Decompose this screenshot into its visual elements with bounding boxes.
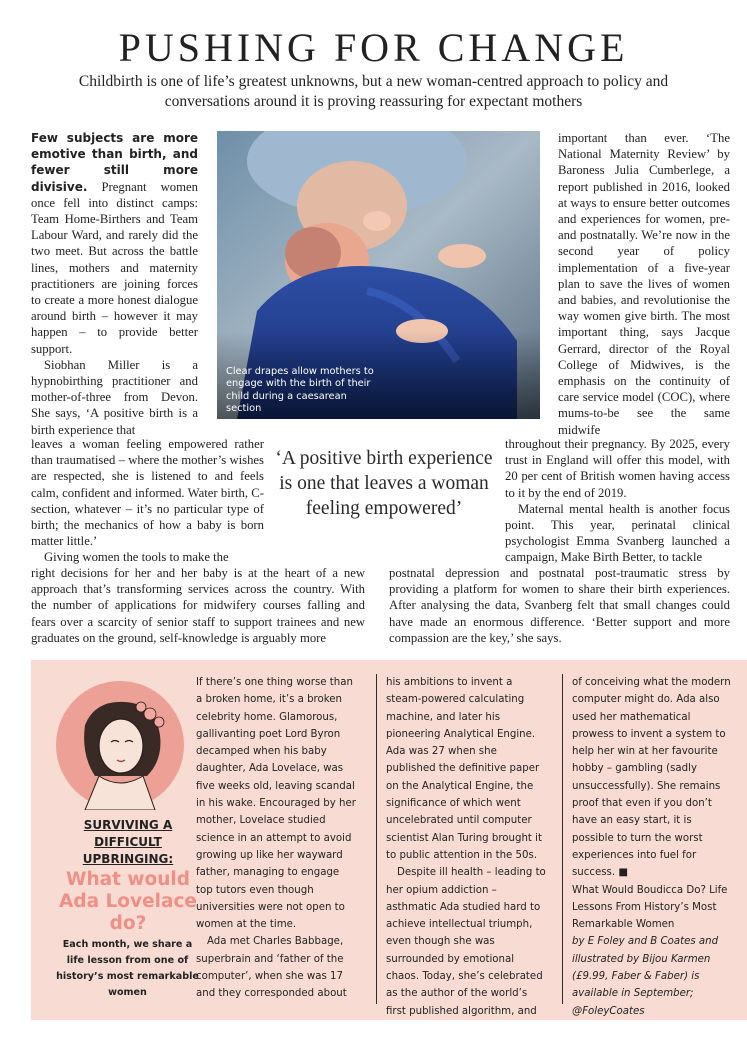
body-text: Siobhan Miller is a hypnobirthing practitioner and mother-of-three from Devon. She says, ‘A positive birth is a birth experience that xyxy=(31,357,198,437)
sidebar-text: his ambitions to invent a steam-powered calculating machine, and later his pioneering Analytical Engine. Ada was 27 when she published the definitive paper on the Analytical Engine, the significance of which went uncelebrated until computer scientist Alan Turing brought it to public attention in the 50s. xyxy=(386,677,542,861)
sidebar-title: What would Ada Lovelace do? xyxy=(59,869,197,934)
sidebar-column-3 xyxy=(572,674,734,1020)
body-text: right decisions for her and her baby is at the heart of a new approach that’s transforming services across the country. With the number of applications for midwifery courses falling and fears over a scarcity of senior staff to support trainees and new graduates on the ground, self-knowledge is arguably more xyxy=(31,566,365,645)
body-text: postnatal depression and postnatal post-traumatic stress by providing a platform for women to share their birth experiences. After analysing the data, Svanberg felt that small changes could have made an enormous difference. ‘Better support and more compassion are the key,’ she says. xyxy=(389,566,730,645)
photo-caption: Clear drapes allow mothers to engage with the birth of their child during a caesarean section xyxy=(226,366,374,414)
body-text: leaves a woman feeling empowered rather than traumatised – where the mother’s wishes are respected, she is listened to and feels calm, confident and informed. Water birth, C-section, whatever – it’s no particular type of birth; the mechanics of how a baby is born matter little.’ xyxy=(31,437,264,549)
article-column-3-wide xyxy=(505,436,730,566)
body-text: Maternal mental health is another focus point. This year, perinatal clinical psychologist Emma Svanberg launched a campaign, Make Birth Better, to tackle xyxy=(505,501,730,565)
article-column-3 xyxy=(558,130,730,438)
body-text: throughout their pregnancy. By 2025, every trust in England will offer this model, with 20 per cent of British women having access to it by the end of 2019. xyxy=(505,437,730,500)
column-divider xyxy=(562,674,563,1004)
sidebar-text: Ada met Charles Babbage, superbrain and ‘father of the computer’, when she was 17 and they corresponded about xyxy=(196,936,347,1000)
article-column-1-wide xyxy=(31,436,264,566)
article-bottom-right xyxy=(389,565,730,646)
portrait-illustration xyxy=(55,680,185,810)
body-text: important than ever. ‘The National Maternity Review’ by Baroness Julia Cumberlege, a report published in 2016, looked at ways to ensure better outcomes and experiences for women, pre- and postnatally. We’re now in the second year of policy implementation of a five-year plan to save the lives of women and babies, and revolutionise the way women give birth. The most important thing, says Jacque Gerrard, director of the Royal College of Midwives, is the emphasis on the continuity of care service model (COC), where mums-to-be see the same midwife xyxy=(558,131,730,437)
sidebar-text: of conceiving what the modern computer might do. Ada also used her mathematical prowess to invent a system to help her win at her favourite hobby – gambling (sadly unsuccessfully). She remains proof that even if you don’t have an easy start, it is possible to turn the worst experiences into fuel for success. xyxy=(572,677,731,879)
sidebar-column-2 xyxy=(386,674,546,1020)
standfirst: Childbirth is one of life’s greatest unknowns, but a new woman-centred approach to policy and conversations around it is proving reassuring for expectant mothers xyxy=(78,73,669,110)
sidebar-kicker: SURVIVING A DIFFICULT UPBRINGING: xyxy=(82,818,174,866)
pull-quote: ‘A positive birth experience is one that leaves a woman feeling empowered’ xyxy=(275,448,493,519)
end-mark: ■ xyxy=(618,867,628,879)
book-info: by E Foley and B Coates and illustrated by Bijou Karmen (£9.99, Faber & Faber) is available in September; @FoleyCoates xyxy=(572,936,719,1017)
body-text: Giving women the tools to make the xyxy=(44,550,229,565)
article-bottom-left xyxy=(31,565,365,646)
sidebar-subtitle: Each month, we share a life lesson from one of history’s most remarkable women xyxy=(56,939,199,998)
column-divider xyxy=(376,674,377,1004)
lead-paragraph: Few subjects are more emotive than birth, and fewer still more divisive. xyxy=(31,131,198,194)
ada-lovelace-portrait xyxy=(55,680,185,810)
headline: PUSHING FOR CHANGE xyxy=(118,25,629,70)
book-title: What Would Boudicca Do? Life Lessons From History’s Most Remarkable Women xyxy=(572,884,728,931)
body-text: Pregnant women once fell into distinct camps: Team Home-Birthers and Team Labour Ward, and rarely did the two meet. But across the battle lines, mothers and maternity practitioners are joining forces to create a more honest dialogue around birth – however it may happen – to provide better support. xyxy=(31,179,198,356)
sidebar-text: If there’s one thing worse than a broken home, it’s a broken celebrity home. Glamorous, gallivanting poet Lord Byron decamped when his baby daughter, Ada Lovelace, was five weeks old, leaving scandal in his wake. Encouraged by her mother, Lovelace studied science in an attempt to avoid growing up like her wayward father, managing to engage top tutors even though universities were not open to women at the time. xyxy=(196,677,356,931)
sidebar-text: Despite ill health – leading to her opium addiction – asthmatic Ada studied hard to achieve intellectual triumph, even though she was surrounded by emotional chaos. Today, she’s celebrated as the author of the world’s first published algorithm, and xyxy=(386,867,546,1017)
article-column-1 xyxy=(31,130,198,438)
sidebar-column-1 xyxy=(196,674,356,1003)
